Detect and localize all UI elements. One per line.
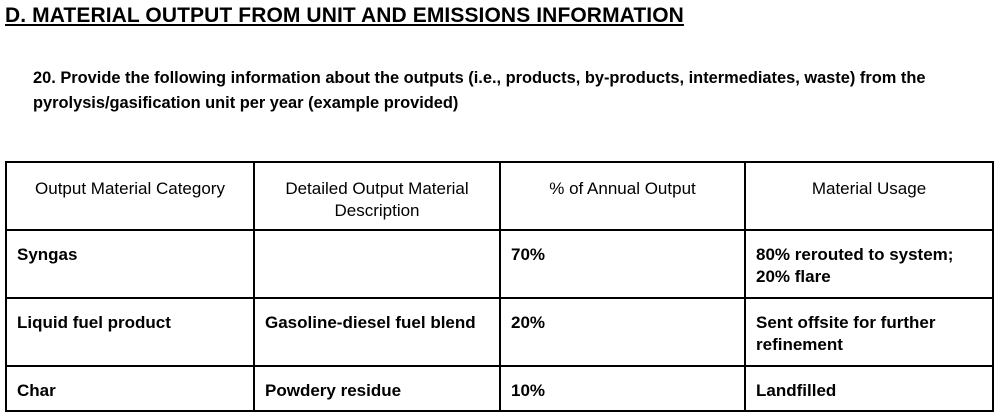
cell-percent: 20%	[500, 298, 745, 366]
cell-usage: Landfilled	[745, 366, 993, 411]
cell-category: Syngas	[6, 230, 254, 298]
cell-percent: 70%	[500, 230, 745, 298]
cell-usage: 80% rerouted to system; 20% flare	[745, 230, 993, 298]
table-row	[6, 230, 993, 298]
question-text: 20. Provide the following information about the outputs (i.e., products, by-products, intermediates, waste) from the pyrolysis/gasification unit per year (example provided)	[33, 69, 926, 112]
cell-description: Gasoline-diesel fuel blend	[254, 298, 500, 366]
header-material-usage: Material Usage	[745, 162, 993, 230]
cell-category: Char	[6, 366, 254, 411]
output-materials-table	[5, 161, 994, 412]
table-row	[6, 366, 993, 411]
cell-description	[254, 230, 500, 298]
cell-description: Powdery residue	[254, 366, 500, 411]
table-header-row	[6, 162, 993, 230]
header-percent-annual-output: % of Annual Output	[500, 162, 745, 230]
cell-usage: Sent offsite for further refinement	[745, 298, 993, 366]
cell-category: Liquid fuel product	[6, 298, 254, 366]
header-detailed-output-material-description: Detailed Output Material Description	[254, 162, 500, 230]
cell-percent: 10%	[500, 366, 745, 411]
header-output-material-category: Output Material Category	[6, 162, 254, 230]
section-title: D. MATERIAL OUTPUT FROM UNIT AND EMISSIONS INFORMATION	[5, 4, 684, 27]
table-row	[6, 298, 993, 366]
